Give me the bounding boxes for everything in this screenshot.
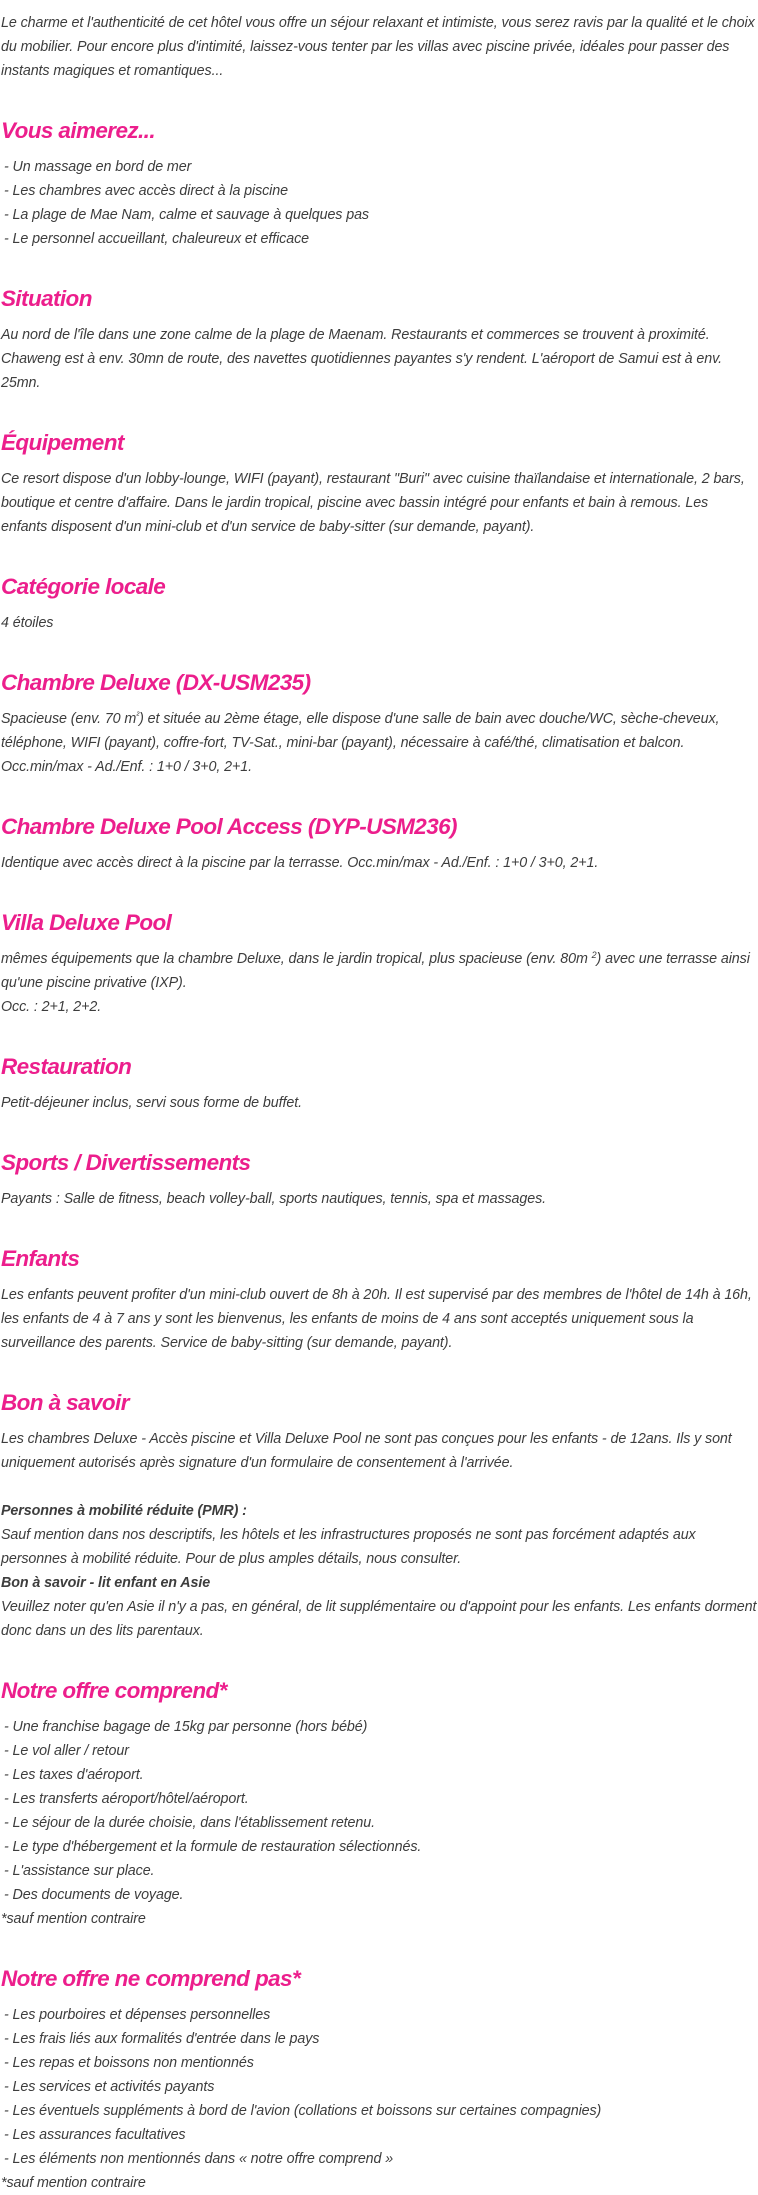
section-categorie (1, 572, 758, 635)
list-item: - Le personnel accueillant, chaleureux et efficace (1, 227, 758, 251)
list-item: - Le vol aller / retour (1, 1739, 758, 1763)
section-restauration (1, 1052, 758, 1115)
equipement-text: Ce resort dispose d'un lobby-lounge, WIFI (payant), restaurant "Buri" avec cuisine thaïlandaise et internationale, 2 bars, boutique et centre d'affaire. Dans le jardin tropical, piscine avec bassin intégré pour enfants et bain à remous. Les enfants disposent d'un mini-club et d'un service de baby-sitter (sur demande, payant). (1, 471, 745, 535)
section-vous-aimerez (1, 116, 758, 251)
section-bon-a-savoir (1, 1388, 758, 1643)
chambre-deluxe-text (1, 707, 758, 779)
lit-enfant-title: Bon à savoir - lit enfant en Asie (1, 1575, 211, 1591)
section-enfants (1, 1244, 758, 1355)
section-chambre-deluxe (1, 668, 758, 779)
section-offre-ne-comprend-pas (1, 1964, 758, 2195)
heading-equipement: Équipement (1, 430, 124, 455)
superscript: 2 (591, 950, 597, 960)
list-item: - Les assurances facultatives (1, 2123, 758, 2147)
villa-desc: mêmes équipements que la chambre Deluxe, dans le jardin tropical, plus spacieuse (env. 80m (1, 951, 592, 967)
heading-categorie: Catégorie locale (1, 574, 166, 599)
villa-occupancy: Occ. : 2+1, 2+2. (1, 999, 102, 1015)
section-sports (1, 1148, 758, 1211)
villa-text (1, 947, 758, 1019)
heading-villa: Villa Deluxe Pool (1, 910, 172, 935)
list-item: - Un massage en bord de mer (1, 155, 758, 179)
heading-offre-ne-comprend-pas: Notre offre ne comprend pas* (1, 1966, 301, 1991)
sports-text: Payants : Salle de fitness, beach volley-ball, sports nautiques, tennis, spa et massages. (1, 1191, 547, 1207)
superscript: ² (136, 710, 140, 720)
bon-a-savoir-body (1, 1427, 758, 1643)
section-chambre-pool (1, 812, 758, 875)
list-item: - Le type d'hébergement et la formule de restauration sélectionnés. (1, 1835, 758, 1859)
pmr-title: Personnes à mobilité réduite (PMR) : (1, 1503, 247, 1519)
chambre-deluxe-desc-cont: ) et située au 2ème étage, elle dispose d'une salle de bain avec douche/WC, sèche-cheveux, téléphone, WIFI (payant), coffre-fort, TV-Sat., mini-bar (payant), nécessaire à café/thé, climatisation et balcon. (1, 711, 720, 751)
list-item: - La plage de Mae Nam, calme et sauvage à quelques pas (1, 203, 758, 227)
heading-sports: Sports / Divertissements (1, 1150, 251, 1175)
section-equipement (1, 428, 758, 539)
section-offre-comprend (1, 1676, 758, 1931)
list-item: - Les frais liés aux formalités d'entrée dans le pays (1, 2027, 758, 2051)
villa-desc-cont: ) avec une terrasse ainsi qu'une piscine privative (IXP). (1, 951, 750, 991)
offre-ne-comprend-pas-list (1, 2003, 758, 2195)
chambre-deluxe-desc: Spacieuse (env. 70 m (1, 711, 137, 727)
list-item: - Des documents de voyage. (1, 1883, 758, 1907)
list-item: - Les éléments non mentionnés dans « notre offre comprend » (1, 2147, 758, 2171)
list-item: - Les pourboires et dépenses personnelles (1, 2003, 758, 2027)
offre-comprend-note: *sauf mention contraire (1, 1911, 146, 1927)
situation-text: Au nord de l'île dans une zone calme de la plage de Maenam. Restaurants et commerces se trouvent à proximité. Chaweng est à env. 30mn de route, des navettes quotidiennes payantes s'y rendent. L'aéroport de Samui est à env. 25mn. (1, 327, 722, 391)
lit-enfant-text: Veuillez noter qu'en Asie il n'y a pas, en général, de lit supplémentaire ou d'appoint pour les enfants. Les enfants dorment donc dans un des lits parentaux. (1, 1599, 757, 1639)
restauration-text: Petit-déjeuner inclus, servi sous forme de buffet. (1, 1095, 302, 1111)
categorie-text: 4 étoiles (1, 615, 54, 631)
list-item: - Les repas et boissons non mentionnés (1, 2051, 758, 2075)
heading-situation: Situation (1, 286, 92, 311)
chambre-pool-text: Identique avec accès direct à la piscine par la terrasse. Occ.min/max - Ad./Enf. : 1+0 / 3+0, 2+1. (1, 855, 599, 871)
section-situation (1, 284, 758, 395)
list-item: - Les chambres avec accès direct à la piscine (1, 179, 758, 203)
list-item: - Le séjour de la durée choisie, dans l'établissement retenu. (1, 1811, 758, 1835)
hotel-description (0, 11, 758, 2195)
heading-vous-aimerez: Vous aimerez... (1, 118, 155, 143)
heading-restauration: Restauration (1, 1054, 132, 1079)
intro-text: Le charme et l'authenticité de cet hôtel vous offre un séjour relaxant et intimiste, vous serez ravis par la qualité et le choix du mobilier. Pour encore plus d'intimité, laissez-vous tenter par les villas avec piscine privée, idéales pour passer des instants magiques et romantiques... (1, 15, 755, 79)
offre-ne-comprend-pas-note: *sauf mention contraire (1, 2175, 146, 2191)
heading-enfants: Enfants (1, 1246, 80, 1271)
offre-comprend-list (1, 1715, 758, 1931)
heading-chambre-deluxe: Chambre Deluxe (DX-USM235) (1, 670, 311, 695)
list-item: - Les taxes d'aéroport. (1, 1763, 758, 1787)
bon-a-savoir-text: Les chambres Deluxe - Accès piscine et Villa Deluxe Pool ne sont pas conçues pour les enfants - de 12ans. Ils y sont uniquement autorisés après signature d'un formulaire de consentement à l'arrivée. (1, 1431, 732, 1471)
list-item: - L'assistance sur place. (1, 1859, 758, 1883)
list-item: - Une franchise bagage de 15kg par personne (hors bébé) (1, 1715, 758, 1739)
pmr-text: Sauf mention dans nos descriptifs, les hôtels et les infrastructures proposés ne sont pas forcément adaptés aux personnes à mobilité réduite. Pour de plus amples détails, nous consulter. (1, 1527, 696, 1567)
list-item: - Les transferts aéroport/hôtel/aéroport. (1, 1787, 758, 1811)
heading-bon-a-savoir: Bon à savoir (1, 1390, 129, 1415)
heading-chambre-pool: Chambre Deluxe Pool Access (DYP-USM236) (1, 814, 457, 839)
chambre-deluxe-occupancy: Occ.min/max - Ad./Enf. : 1+0 / 3+0, 2+1. (1, 759, 252, 775)
highlights-list (1, 155, 758, 251)
list-item: - Les éventuels suppléments à bord de l'avion (collations et boissons sur certaines compagnies) (1, 2099, 758, 2123)
heading-offre-comprend: Notre offre comprend* (1, 1678, 227, 1703)
list-item: - Les services et activités payants (1, 2075, 758, 2099)
section-villa (1, 908, 758, 1019)
enfants-text: Les enfants peuvent profiter d'un mini-club ouvert de 8h à 20h. Il est supervisé par des membres de l'hôtel de 14h à 16h, les enfants de 4 à 7 ans y sont les bienvenus, les enfants de moins de 4 ans sont acceptés uniquement sous la surveillance des parents. Service de baby-sitting (sur demande, payant). (1, 1287, 752, 1351)
